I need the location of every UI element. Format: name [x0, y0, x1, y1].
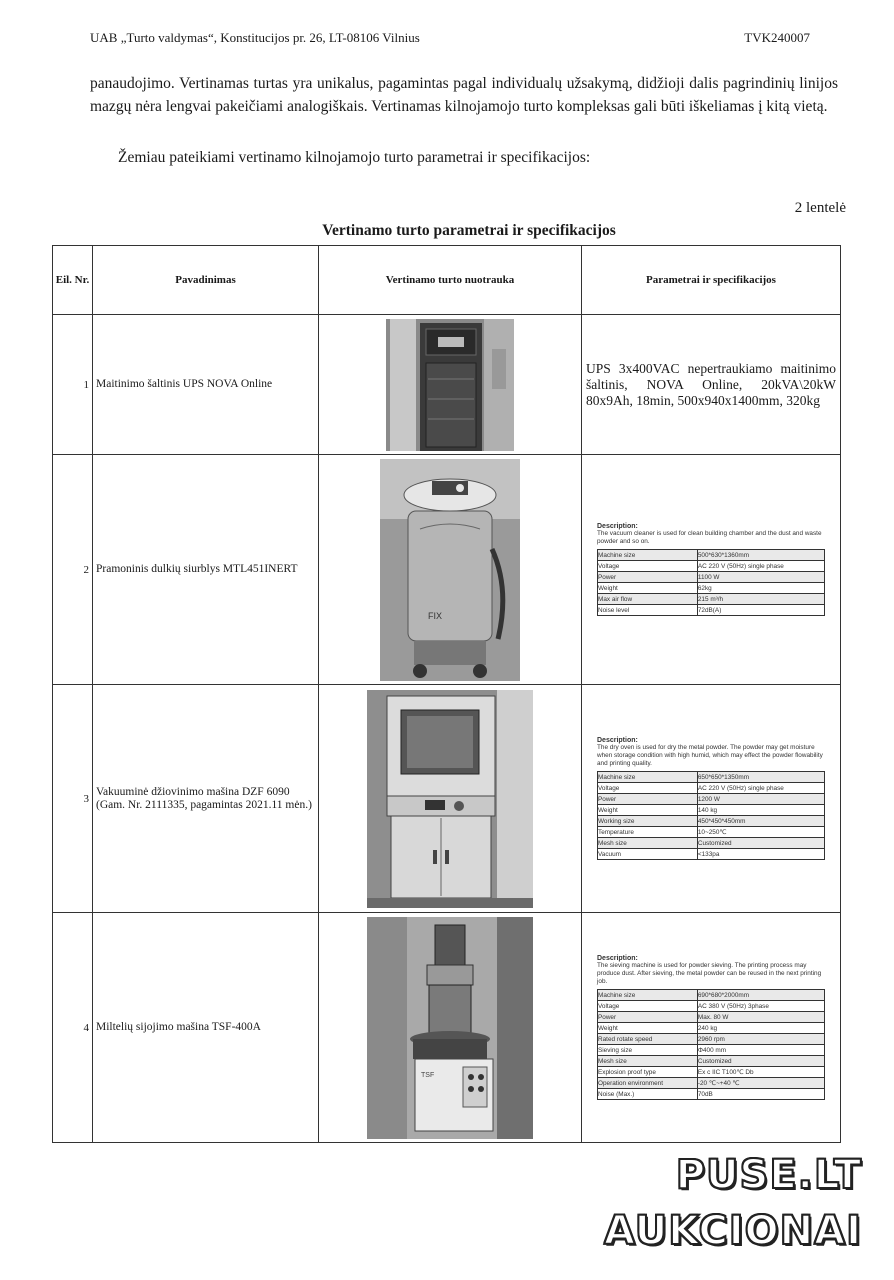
- item-photo-cell: [319, 455, 582, 685]
- powder-sieving-machine-photo: [367, 917, 533, 1139]
- item-photo-cell: [319, 685, 582, 913]
- spec-value: Customized: [697, 838, 824, 849]
- spec-key: Explosion proof type: [598, 1067, 698, 1078]
- spec-description: The dry oven is used for dry the metal powder. The powder may get moisture when storage condition with high humid, which may effect the powder flowability and printing quality.: [597, 744, 823, 767]
- spec-row: [598, 594, 825, 605]
- spec-value: 650*650*1350mm: [697, 772, 824, 783]
- header-nr: Eil. Nr.: [53, 246, 93, 315]
- spec-key: Weight: [598, 1023, 698, 1034]
- svg-text:TSF: TSF: [421, 1071, 435, 1079]
- spec-key: Operation environment: [598, 1078, 698, 1089]
- body-paragraph-2: Žemiau pateikiami vertinamo kilnojamojo turto parametrai ir specifikacijos:: [118, 149, 591, 166]
- spec-key: Mesh size: [598, 838, 698, 849]
- spec-key: Voltage: [598, 1001, 698, 1012]
- spec-row: [598, 1089, 825, 1100]
- spec-row: [598, 550, 825, 561]
- spec-row: [598, 794, 825, 805]
- item-specification: [582, 685, 841, 913]
- spec-value: Max. 80 W: [697, 1012, 824, 1023]
- spec-value: 140 kg: [697, 805, 824, 816]
- spec-value: Ex c IIC T100℃ Db: [697, 1067, 824, 1078]
- header-photo: Vertinamo turto nuotrauka: [319, 246, 582, 315]
- table-row: [53, 913, 841, 1143]
- spec-value: 690*680*2000mm: [697, 990, 824, 1001]
- header-document-number: TVK240007: [744, 30, 810, 45]
- row-number: 3: [53, 685, 93, 913]
- row-number: 2: [53, 455, 93, 685]
- row-number: 4: [53, 913, 93, 1143]
- spec-row: [598, 827, 825, 838]
- spec-key: Voltage: [598, 783, 698, 794]
- spec-value: 240 kg: [697, 1023, 824, 1034]
- spec-title: Description:: [597, 523, 638, 530]
- watermark-line-2: AUKCIONAI: [604, 1208, 862, 1254]
- table-row: [53, 685, 841, 913]
- spec-value: 2960 rpm: [697, 1034, 824, 1045]
- spec-description: The vacuum cleaner is used for clean building chamber and the dust and waste powder and so on.: [597, 530, 822, 545]
- item-name: Maitinimo šaltinis UPS NOVA Online: [93, 315, 319, 455]
- spec-description: The sieving machine is used for powder sieving. The printing process may produce dust. After sieving, the metal powder can be reused in the next printing job.: [597, 962, 822, 985]
- item-photo-cell: [319, 315, 582, 455]
- spec-table: [597, 771, 825, 860]
- vacuum-drying-oven-photo: [367, 690, 533, 908]
- spec-table: [597, 549, 825, 616]
- specifications-table: [52, 245, 841, 1143]
- spec-value: AC 380 V (50Hz) 3phase: [697, 1001, 824, 1012]
- item-name: Miltelių sijojimo mašina TSF-400A: [93, 913, 319, 1143]
- spec-row: [598, 561, 825, 572]
- spec-value: Φ400 mm: [697, 1045, 824, 1056]
- item-name: Pramoninis dulkių siurblys MTL451INERT: [93, 455, 319, 685]
- spec-value: 62kg: [697, 583, 824, 594]
- spec-value: 450*450*450mm: [697, 816, 824, 827]
- table-title: Vertinamo turto parametrai ir specifikacijos: [322, 222, 616, 239]
- spec-value: 215 m³/h: [697, 594, 824, 605]
- spec-row: [598, 1078, 825, 1089]
- spec-row: [598, 605, 825, 616]
- ups-cabinet-photo: [386, 319, 514, 451]
- spec-sheet: [597, 955, 825, 1100]
- spec-row: [598, 1056, 825, 1067]
- row-number: 1: [53, 315, 93, 455]
- spec-key: Vacuum: [598, 849, 698, 860]
- spec-row: [598, 1023, 825, 1034]
- item-specification: [582, 455, 841, 685]
- spec-value: AC 220 V (50Hz) single phase: [697, 561, 824, 572]
- spec-sheet: [597, 737, 825, 860]
- spec-key: Machine size: [598, 990, 698, 1001]
- spec-sheet: [597, 523, 825, 616]
- item-photo-cell: [319, 913, 582, 1143]
- spec-key: Mesh size: [598, 1056, 698, 1067]
- spec-row: [598, 1001, 825, 1012]
- header-name: Pavadinimas: [93, 246, 319, 315]
- svg-text:FIX: FIX: [428, 610, 443, 621]
- table-header-row: [53, 246, 841, 315]
- spec-title: Description:: [597, 737, 638, 744]
- spec-row: [598, 583, 825, 594]
- item-specification: UPS 3x400VAC nepertraukiamo maitinimo šaltinis, NOVA Online, 20kVA\20kW 80x9Ah, 18min, 500x940x1400mm, 320kg: [582, 315, 841, 455]
- spec-key: Rated rotate speed: [598, 1034, 698, 1045]
- spec-row: [598, 816, 825, 827]
- spec-key: Voltage: [598, 561, 698, 572]
- spec-value: 500*630*1360mm: [697, 550, 824, 561]
- spec-key: Machine size: [598, 550, 698, 561]
- spec-value: AC 220 V (50Hz) single phase: [697, 783, 824, 794]
- spec-value: 1100 W: [697, 572, 824, 583]
- spec-row: [598, 772, 825, 783]
- spec-key: Noise level: [598, 605, 698, 616]
- spec-row: [598, 849, 825, 860]
- table-label: 2 lentelė: [794, 200, 846, 216]
- spec-key: Temperature: [598, 827, 698, 838]
- vacuum-cleaner-photo: [380, 459, 520, 681]
- spec-value: Customized: [697, 1056, 824, 1067]
- spec-key: Sieving size: [598, 1045, 698, 1056]
- spec-row: [598, 1067, 825, 1078]
- spec-row: [598, 990, 825, 1001]
- spec-key: Max air flow: [598, 594, 698, 605]
- spec-value: 10~250℃: [697, 827, 824, 838]
- item-name: Vakuuminė džiovinimo mašina DZF 6090 (Gam. Nr. 2111335, pagamintas 2021.11 mėn.): [93, 685, 319, 913]
- spec-value: <133pa: [697, 849, 824, 860]
- spec-key: Noise (Max.): [598, 1089, 698, 1100]
- header-company-address: UAB „Turto valdymas“, Konstitucijos pr. 26, LT-08106 Vilnius: [90, 30, 420, 45]
- spec-row: [598, 805, 825, 816]
- spec-row: [598, 1012, 825, 1023]
- spec-row: [598, 1034, 825, 1045]
- spec-key: Weight: [598, 805, 698, 816]
- body-paragraph-1: panaudojimo. Vertinamas turtas yra unikalus, pagamintas pagal individualų užsakymą, didžioji dalis pagrindinių linijos mazgų nėra lengvai pakeičiami analogiškais. Vertinamas kilnojamojo turto kompleksas gali būti iškeliamas į kitą vietą.: [90, 75, 838, 115]
- item-specification: [582, 913, 841, 1143]
- spec-row: [598, 1045, 825, 1056]
- spec-value: 1200 W: [697, 794, 824, 805]
- spec-value: -20 ℃~+40 ℃: [697, 1078, 824, 1089]
- watermark-line-1: PUSE.LT: [675, 1152, 862, 1198]
- spec-title: Description:: [597, 955, 638, 962]
- table-row: [53, 315, 841, 455]
- spec-key: Power: [598, 572, 698, 583]
- spec-row: [598, 572, 825, 583]
- header-spec: Parametrai ir specifikacijos: [582, 246, 841, 315]
- spec-row: [598, 783, 825, 794]
- spec-table: [597, 989, 825, 1100]
- spec-row: [598, 838, 825, 849]
- table-row: [53, 455, 841, 685]
- spec-key: Power: [598, 1012, 698, 1023]
- spec-key: Weight: [598, 583, 698, 594]
- spec-key: Working size: [598, 816, 698, 827]
- spec-value: 70dB: [697, 1089, 824, 1100]
- spec-value: 72dB(A): [697, 605, 824, 616]
- spec-key: Power: [598, 794, 698, 805]
- spec-key: Machine size: [598, 772, 698, 783]
